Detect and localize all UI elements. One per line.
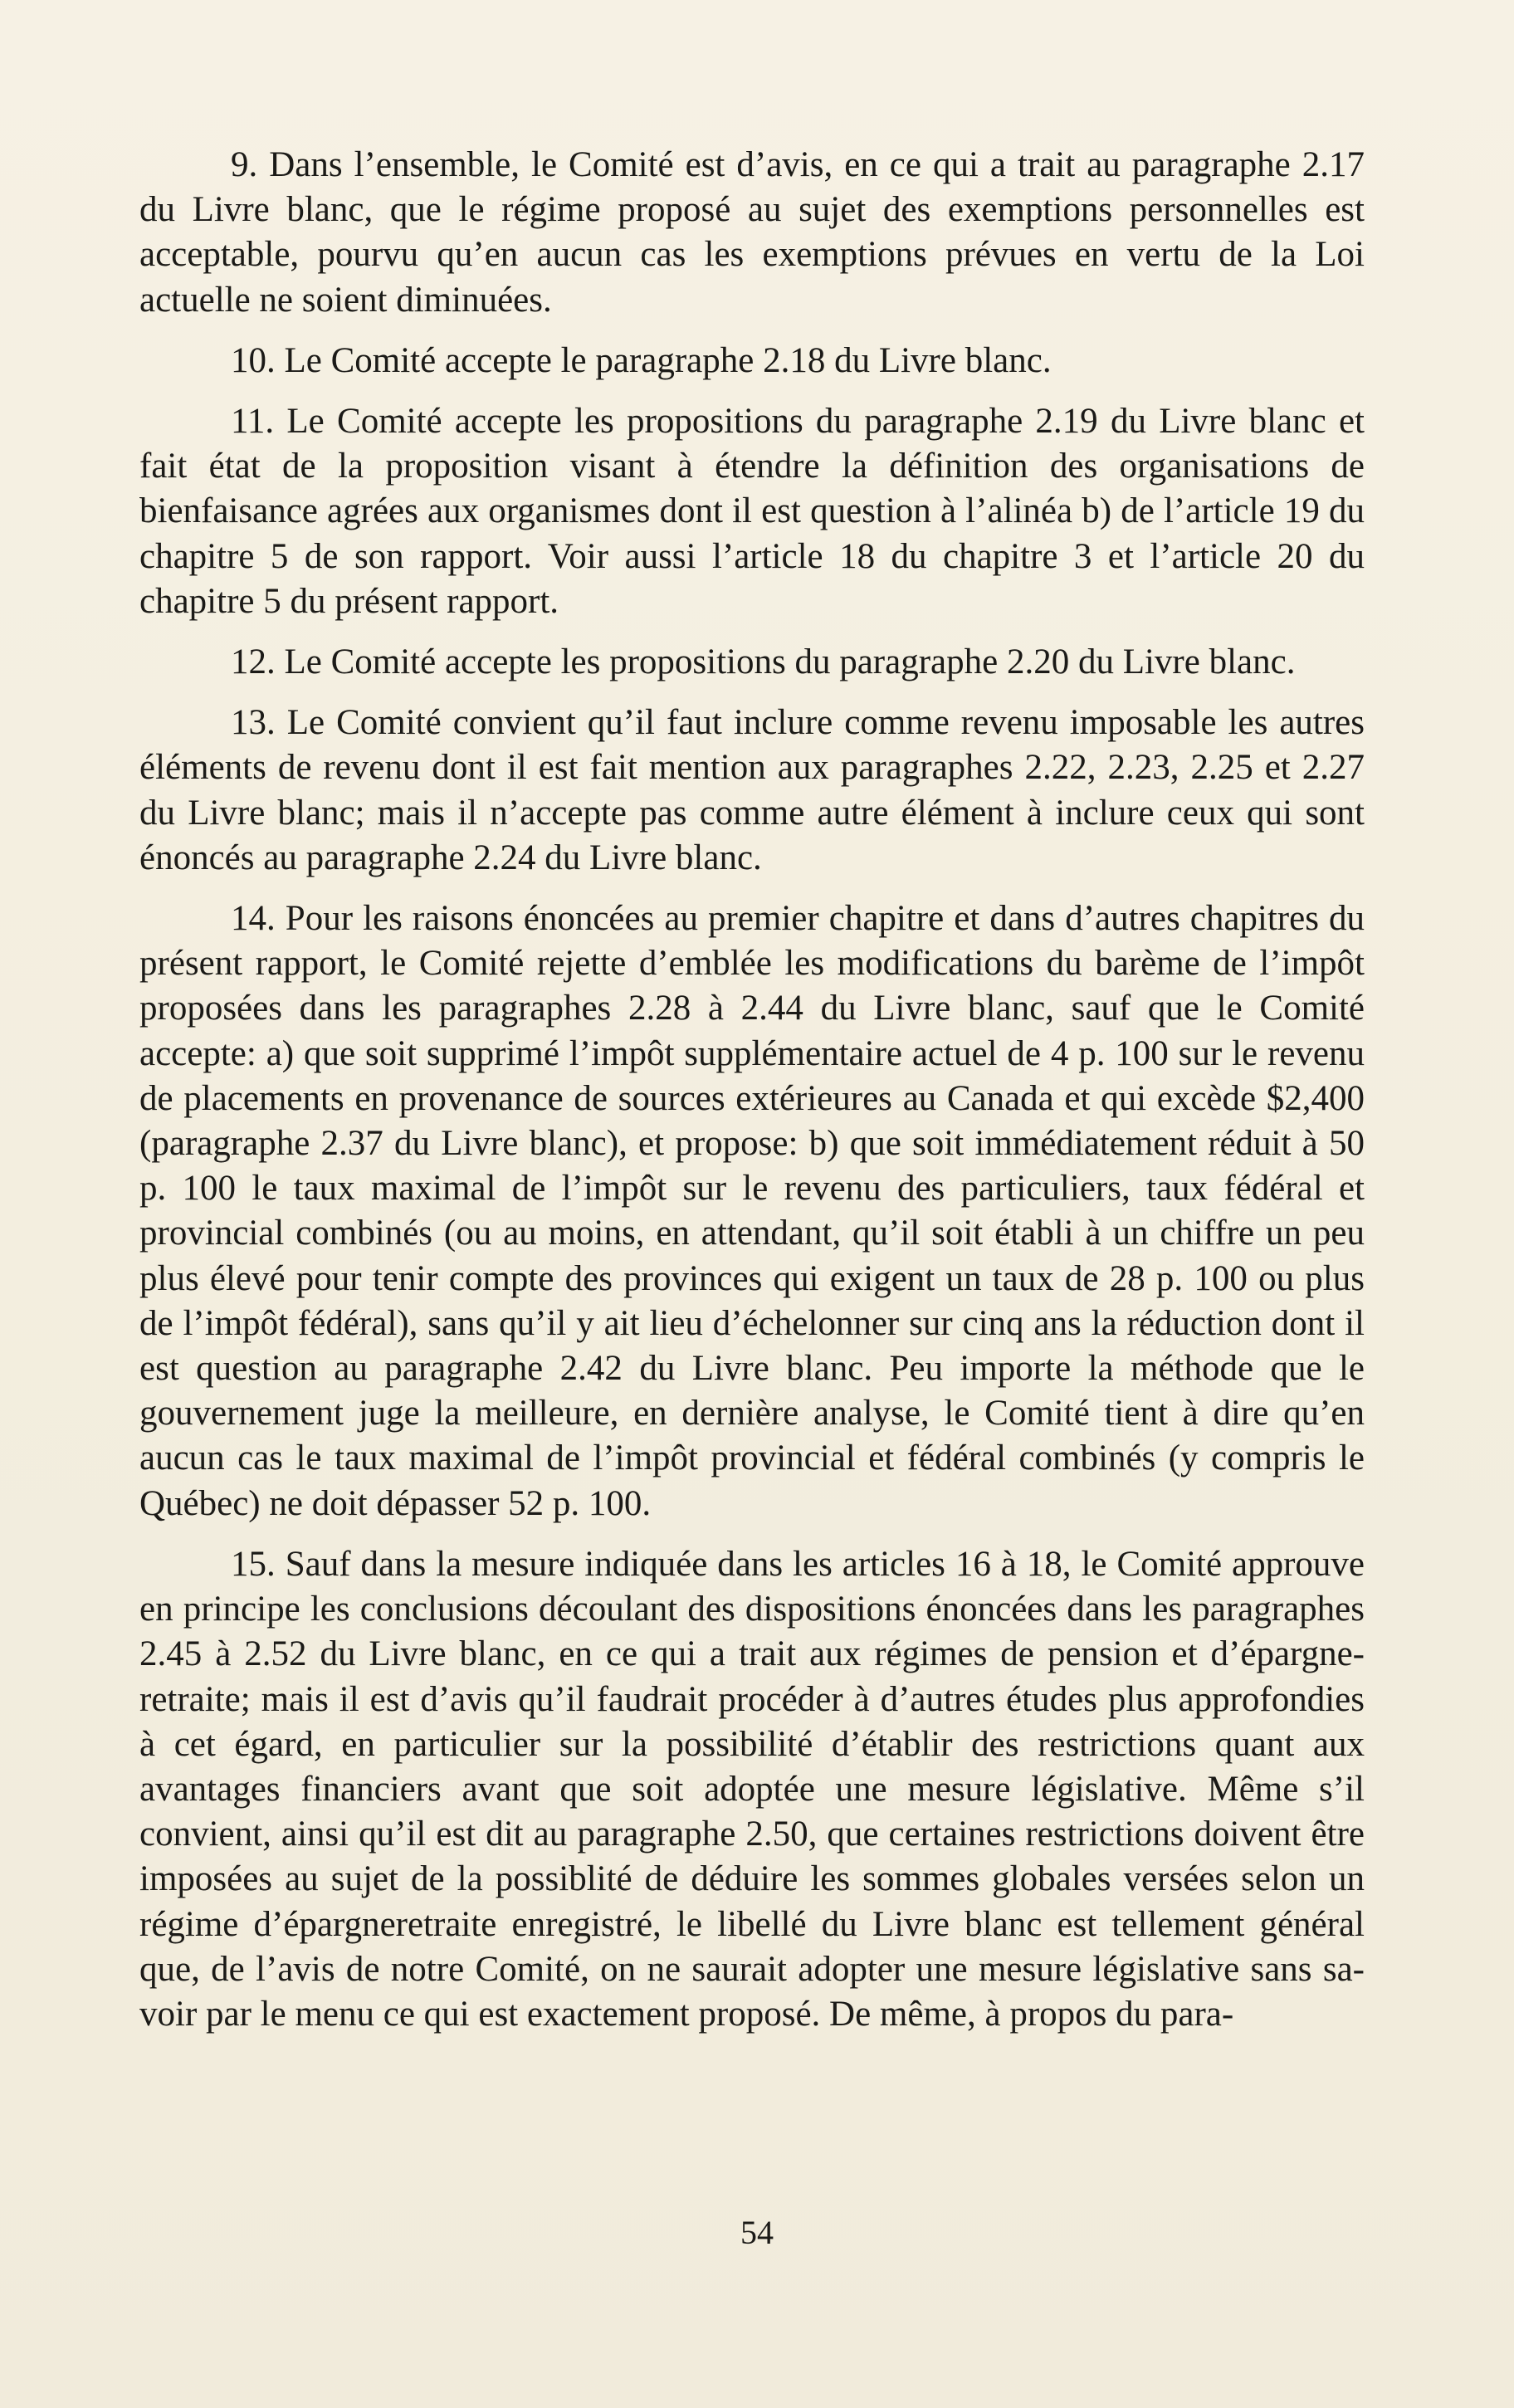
- document-body: [139, 143, 1365, 2037]
- paragraph-10: 10. Le Comité accepte le paragraphe 2.18 du Livre blanc.: [231, 340, 1052, 380]
- paragraph-9: 9. Dans l’ensemble, le Comité est d’avis, en ce qui a trait au paragraphe 2.17 du Livre blanc, que le régime proposé au sujet des exemptions personnelles est acceptable, pourvu qu’en aucun cas les exemptions prévues en vertu de la Loi actuelle ne soient diminuées.: [139, 145, 1365, 320]
- paragraph-15: 15. Sauf dans la mesure indiquée dans les articles 16 à 18, le Comité approuve en principe les conclusions découlant des dispositions énoncées dans les paragraphes 2.45 à 2.52 du Livre blanc, en ce qui a trait aux régimes de pension et d’épargne-retraite; mais il est d’avis qu’il faudrait procéder à d’autres études plus approfondies à cet égard, en particulier sur la possibilité d’établir des restrictions quant aux avantages financiers avant que soit adoptée une mesure législative. Même s’il convient, ainsi qu’il est dit au paragraphe 2.50, que certaines restrictions doivent être imposées au sujet de la possiblité de déduire les sommes globales versées selon un régime d’épargneretraite enregistré, le libellé du Livre blanc est tellement général que, de l’avis de notre Comité, on ne saurait adopter une mesure législative sans savoir par le menu ce qui est exactement proposé. De même, à propos du para-: [139, 1544, 1365, 2034]
- paragraph-13: 13. Le Comité convient qu’il faut inclure comme revenu imposable les autres éléments de revenu dont il est fait mention aux paragraphes 2.22, 2.23, 2.25 et 2.27 du Livre blanc; mais il n’accepte pas comme autre élément à inclure ceux qui sont énoncés au paragraphe 2.24 du Livre blanc.: [139, 703, 1365, 877]
- paragraph-12: 12. Le Comité accepte les propositions du paragraphe 2.20 du Livre blanc.: [231, 642, 1296, 682]
- paragraph-14: 14. Pour les raisons énoncées au premier chapitre et dans d’autres chapitres du présent rapport, le Comité rejette d’emblée les modifications du barème de l’impôt proposées dans les paragraphes 2.28 à 2.44 du Livre blanc, sauf que le Comité accepte: a) que soit supprimé l’impôt supplémentaire actuel de 4 p. 100 sur le revenu de placements en provenance de sources extérieures au Canada et qui excède $2,400 (paragraphe 2.37 du Livre blanc), et propose: b) que soit immédiatement réduit à 50 p. 100 le taux maximal de l’impôt sur le revenu des particuliers, taux fédéral et provincial combinés (ou au moins, en attendant, qu’il soit établi à un chiffre un peu plus élevé pour tenir compte des provinces qui exigent un taux de 28 p. 100 ou plus de l’impôt fédéral), sans qu’il y ait lieu d’échelonner sur cinq ans la réduction dont il est question au paragraphe 2.42 du Livre blanc. Peu importe la méthode que le gouvernement juge la meilleure, en dernière analyse, le Comité tient à dire qu’en aucun cas le taux maximal de l’impôt provincial et fédéral combinés (y compris le Québec) ne doit dépasser 52 p. 100.: [139, 899, 1365, 1523]
- page-number: 54: [740, 2214, 774, 2251]
- paragraph-11: 11. Le Comité accepte les propositions du paragraphe 2.19 du Livre blanc et fait état de la proposition visant à étendre la définition des organisations de bienfaisance agrées aux organismes dont il est question à l’alinéa b) de l’article 19 du chapitre 5 de son rapport. Voir aussi l’article 18 du chapitre 3 et l’article 20 du chapitre 5 du présent rapport.: [139, 402, 1365, 621]
